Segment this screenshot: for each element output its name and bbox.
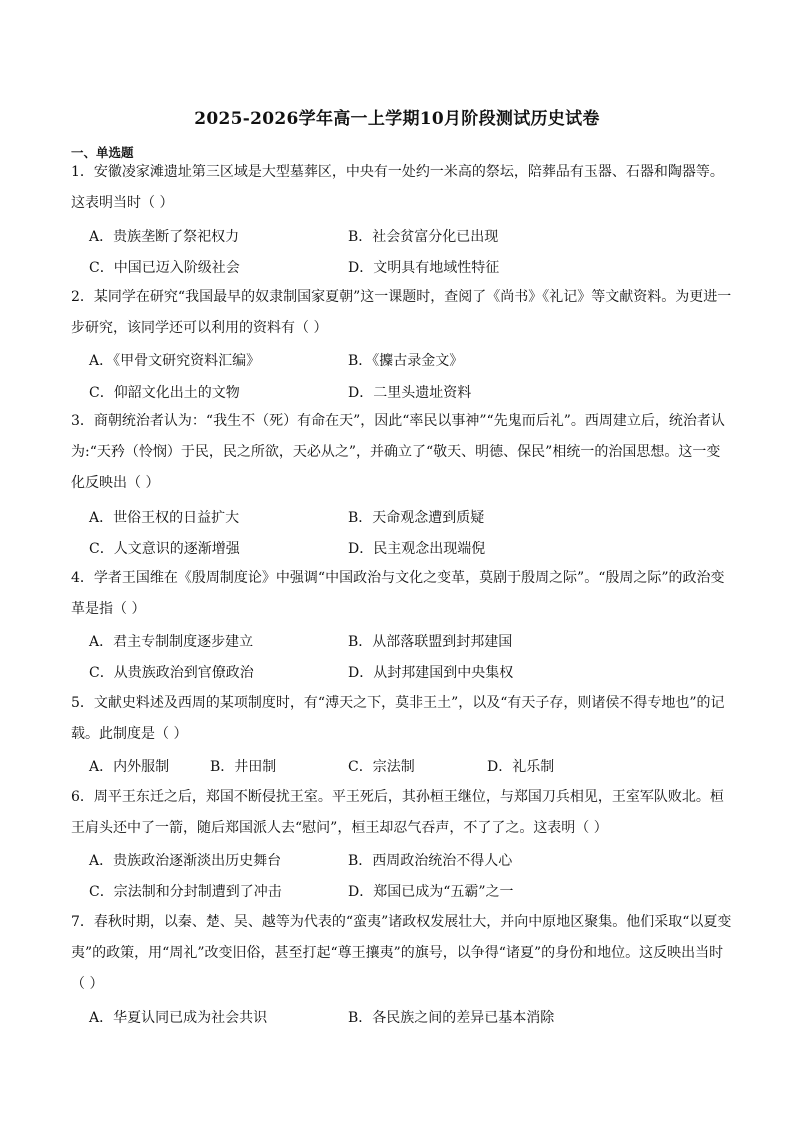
question-4-option-a[interactable]: A．君主专制制度逐步建立 — [89, 634, 254, 650]
question-7-option-b[interactable]: B．各民族之间的差异已基本消除 — [348, 1010, 555, 1026]
question-6-option-c[interactable]: C．宗法制和分封制遭到了冲击 — [89, 884, 282, 900]
question-7-line-1: 7．春秋时期，以秦、楚、吴、越等为代表的“蛮夷”诸政权发展壮大，并向中原地区聚集。他们采取“以夏变 — [71, 914, 732, 930]
question-1-option-b[interactable]: B．社会贫富分化已出现 — [348, 229, 499, 245]
question-5-stem — [71, 688, 727, 750]
question-7-line-2: 夷”的政策，用“周礼”改变旧俗，甚至打起“尊王攘夷”的旗号，以争得“诸夏”的身份和地位。这反映出当时 — [71, 945, 724, 961]
question-1-line-1: 1．安徽凌家滩遗址第三区域是大型墓葬区，中央有一处约一米高的祭坛，陪葬品有玉器、石器和陶器等。 — [71, 164, 724, 180]
question-3-option-c[interactable]: C．人文意识的逐渐增强 — [89, 541, 240, 557]
question-3-line-1: 3．商朝统治者认为：“我生不（死）有命在天”，因此“率民以事神”“先鬼而后礼”。西周建立后，统治者认 — [71, 413, 725, 429]
question-6-option-a[interactable]: A．贵族政治逐渐淡出历史舞台 — [89, 853, 282, 869]
section-heading: 一、单选题 — [71, 145, 134, 160]
question-4-stem — [71, 563, 727, 625]
question-2-option-a[interactable]: A．《甲骨文研究资料汇编》 — [89, 353, 261, 369]
question-3-stem — [71, 406, 727, 499]
question-3-line-2: 为:“天矜（怜悯）于民，民之所欲，天必从之”，并确立了“敬天、明德、保民”相统一的治国思想。这一变 — [71, 444, 721, 460]
question-3-line-3: 化反映出（ ） — [71, 475, 160, 491]
question-2-option-b[interactable]: B．《攈古录金文》 — [348, 353, 464, 369]
question-5-option-a[interactable]: A．内外服制 — [89, 759, 170, 775]
question-1-option-d[interactable]: D．文明具有地域性特征 — [348, 260, 500, 276]
question-2-option-d[interactable]: D．二里头遗址资料 — [348, 385, 472, 401]
question-2-option-c[interactable]: C．仰韶文化出土的文物 — [89, 385, 240, 401]
exam-title: 2025-2026学年高一上学期10月阶段测试历史试卷 — [194, 109, 600, 129]
question-3-option-a[interactable]: A．世俗王权的日益扩大 — [89, 510, 240, 526]
question-6-stem — [71, 782, 727, 844]
question-5-option-d[interactable]: D．礼乐制 — [487, 759, 555, 775]
question-1-stem — [71, 157, 727, 219]
question-1-option-a[interactable]: A．贵族垄断了祭祀权力 — [89, 229, 240, 245]
question-6-line-1: 6．周平王东迁之后，郑国不断侵扰王室。平王死后，其孙桓王继位，与郑国刀兵相见，王室军队败北。桓 — [71, 789, 724, 805]
question-5-option-c[interactable]: C．宗法制 — [348, 759, 415, 775]
question-4-option-c[interactable]: C．从贵族政治到官僚政治 — [89, 665, 254, 681]
question-4-line-1: 4．学者王国维在《殷周制度论》中强调“中国政治与文化之变革，莫剧于殷周之际”。“殷周之际”的政治变 — [71, 570, 725, 586]
question-6-option-d[interactable]: D．郑国已成为“五霸”之一 — [348, 884, 514, 900]
question-3-option-d[interactable]: D．民主观念出现端倪 — [348, 541, 486, 557]
question-6-line-2: 王肩头还中了一箭，随后郑国派人去“慰问”，桓王却忍气吞声，不了了之。这表明（ ） — [71, 820, 608, 836]
question-4-option-d[interactable]: D．从封邦建国到中央集权 — [348, 665, 514, 681]
question-4-option-b[interactable]: B．从部落联盟到封邦建国 — [348, 634, 513, 650]
question-1-line-2: 这表明当时（ ） — [71, 195, 174, 211]
question-4-line-2: 革是指（ ） — [71, 601, 146, 617]
question-3-option-b[interactable]: B．天命观念遭到质疑 — [348, 510, 485, 526]
question-1-option-c[interactable]: C．中国已迈入阶级社会 — [89, 260, 240, 276]
question-6-option-b[interactable]: B．西周政治统治不得人心 — [348, 853, 513, 869]
question-7-line-3: （ ） — [71, 976, 104, 992]
question-7-option-a[interactable]: A．华夏认同已成为社会共识 — [89, 1010, 268, 1026]
question-2-line-2: 步研究，该同学还可以利用的资料有（ ） — [71, 320, 328, 336]
question-5-line-1: 5．文献史料述及西周的某项制度时，有“溥天之下，莫非王土”，以及“有天子存，则诸侯不得专地也”的记 — [71, 695, 725, 711]
question-2-line-1: 2．某同学在研究“我国最早的奴隶制国家夏朝”这一课题时，查阅了《尚书》《礼记》等文献资料。为更进一 — [71, 289, 732, 305]
question-2-stem — [71, 282, 732, 344]
question-5-line-2: 载。此制度是（ ） — [71, 726, 188, 742]
question-7-stem — [71, 907, 732, 1000]
question-5-option-b[interactable]: B．井田制 — [210, 759, 277, 775]
